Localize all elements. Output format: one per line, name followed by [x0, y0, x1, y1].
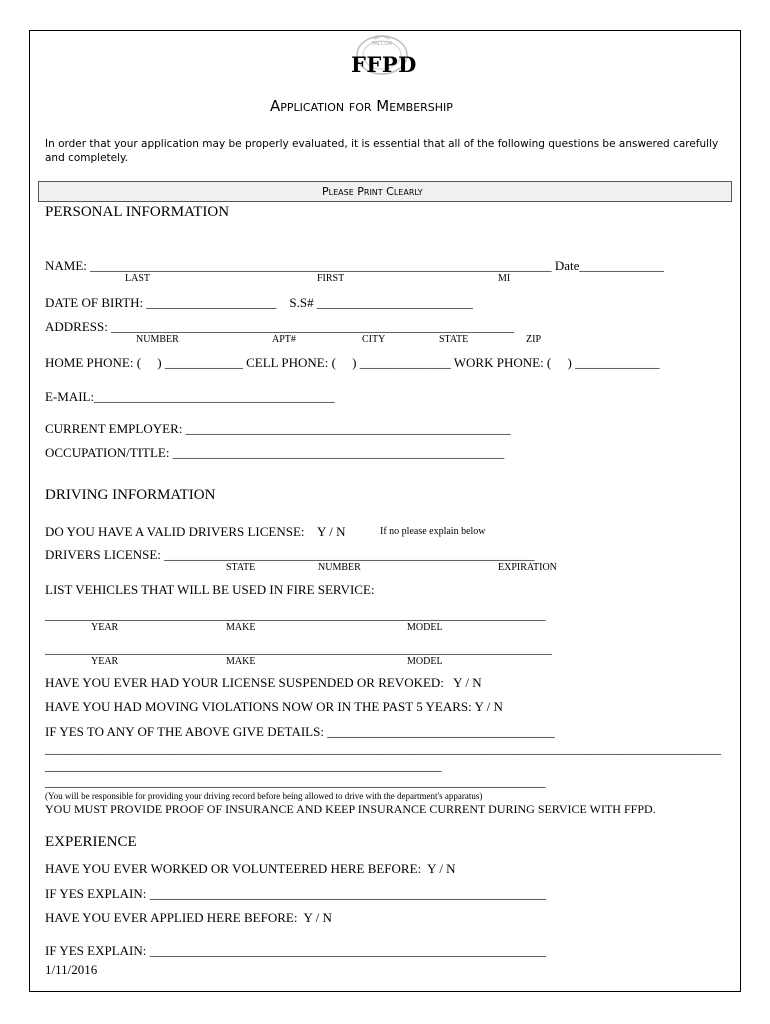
- address-sub-zip: ZIP: [526, 334, 541, 345]
- form-title: Application for Membership: [270, 97, 453, 115]
- explain-field-1[interactable]: IF YES EXPLAIN: _____________________________________________________________: [45, 886, 547, 901]
- banner-text: Please Print Clearly: [322, 185, 423, 198]
- insurance-notice: YOU MUST PROVIDE PROOF OF INSURANCE AND KEEP INSURANCE CURRENT DURING SERVICE WITH FFPD.: [45, 802, 656, 816]
- vehicles-question: LIST VEHICLES THAT WILL BE USED IN FIRE SERVICE:: [45, 582, 375, 597]
- name-sub-last: LAST: [125, 273, 150, 284]
- worked-question[interactable]: HAVE YOU EVER WORKED OR VOLUNTEERED HERE BEFORE: Y / N: [45, 861, 456, 876]
- license-sub-expiration: EXPIRATION: [498, 562, 557, 573]
- address-sub-city: CITY: [362, 334, 386, 345]
- address-field[interactable]: ADDRESS: ______________________________________________________________: [45, 319, 515, 334]
- vehicle-sub-year: YEAR: [91, 622, 119, 633]
- intro-text-2: and completely.: [45, 152, 129, 164]
- occupation-field[interactable]: OCCUPATION/TITLE: ___________________________________________________: [45, 445, 505, 460]
- vehicle-sub-make-2: MAKE: [226, 656, 256, 667]
- vehicle-sub-make: MAKE: [226, 622, 256, 633]
- details-line-3[interactable]: _____________________________________________________________________________: [45, 774, 546, 789]
- vehicle-field-2[interactable]: ______________________________________________________________________________: [45, 641, 552, 656]
- details-line-2[interactable]: _____________________________________________________________: [45, 758, 442, 773]
- dob-ssn-field[interactable]: DATE OF BIRTH: ____________________ S.S# ________________________: [45, 295, 473, 310]
- intro-text: In order that your application may be properly evaluated, it is essential that all of the following questions be answered carefully: [45, 138, 719, 150]
- footer-date: 1/11/2016: [45, 962, 98, 977]
- svg-text:FALCON: FALCON: [372, 41, 392, 47]
- vehicle-sub-model-2: MODEL: [407, 656, 443, 667]
- address-sub-number: NUMBER: [136, 334, 179, 345]
- name-sub-first: FIRST: [317, 273, 345, 284]
- details-line-1[interactable]: ________________________________________________________________________________________________________: [45, 741, 721, 756]
- violations-question[interactable]: HAVE YOU HAD MOVING VIOLATIONS NOW OR IN THE PAST 5 YEARS: Y / N: [45, 699, 503, 714]
- details-field[interactable]: IF YES TO ANY OF THE ABOVE GIVE DETAILS: ___________________________________: [45, 724, 555, 739]
- vehicle-field-1[interactable]: _____________________________________________________________________________: [45, 607, 546, 622]
- section-heading-personal: PERSONAL INFORMATION: [45, 204, 230, 220]
- drivers-license-field[interactable]: DRIVERS LICENSE: _________________________________________________________: [45, 547, 535, 562]
- phone-fields[interactable]: HOME PHONE: ( ) ____________ CELL PHONE: ( ) ______________ WORK PHONE: ( ) _____________: [45, 355, 660, 370]
- applied-question[interactable]: HAVE YOU EVER APPLIED HERE BEFORE: Y / N: [45, 910, 332, 925]
- email-field[interactable]: E-MAIL:_____________________________________: [45, 389, 335, 404]
- suspended-question[interactable]: HAVE YOU EVER HAD YOUR LICENSE SUSPENDED OR REVOKED: Y / N: [45, 675, 482, 690]
- section-heading-experience: EXPERIENCE: [45, 834, 137, 850]
- logo-text: FFPD: [351, 52, 417, 77]
- license-question-note: If no please explain below: [380, 526, 486, 537]
- address-sub-state: STATE: [439, 334, 469, 345]
- license-question[interactable]: DO YOU HAVE A VALID DRIVERS LICENSE: Y / N: [45, 524, 346, 539]
- license-sub-number: NUMBER: [318, 562, 361, 573]
- section-heading-driving: DRIVING INFORMATION: [45, 487, 216, 503]
- explain-field-2[interactable]: IF YES EXPLAIN: _____________________________________________________________: [45, 943, 547, 958]
- vehicle-sub-year-2: YEAR: [91, 656, 119, 667]
- vehicle-sub-model: MODEL: [407, 622, 443, 633]
- employer-field[interactable]: CURRENT EMPLOYER: __________________________________________________: [45, 421, 511, 436]
- license-sub-state: STATE: [226, 562, 256, 573]
- name-sub-mi: MI: [498, 273, 511, 284]
- name-field[interactable]: NAME: _______________________________________________________________________ Date_____________: [45, 258, 664, 273]
- driving-record-note: (You will be responsible for providing your driving record before being allowed to drive with the department's apparatus): [45, 791, 483, 801]
- address-sub-apt: APT#: [272, 334, 296, 345]
